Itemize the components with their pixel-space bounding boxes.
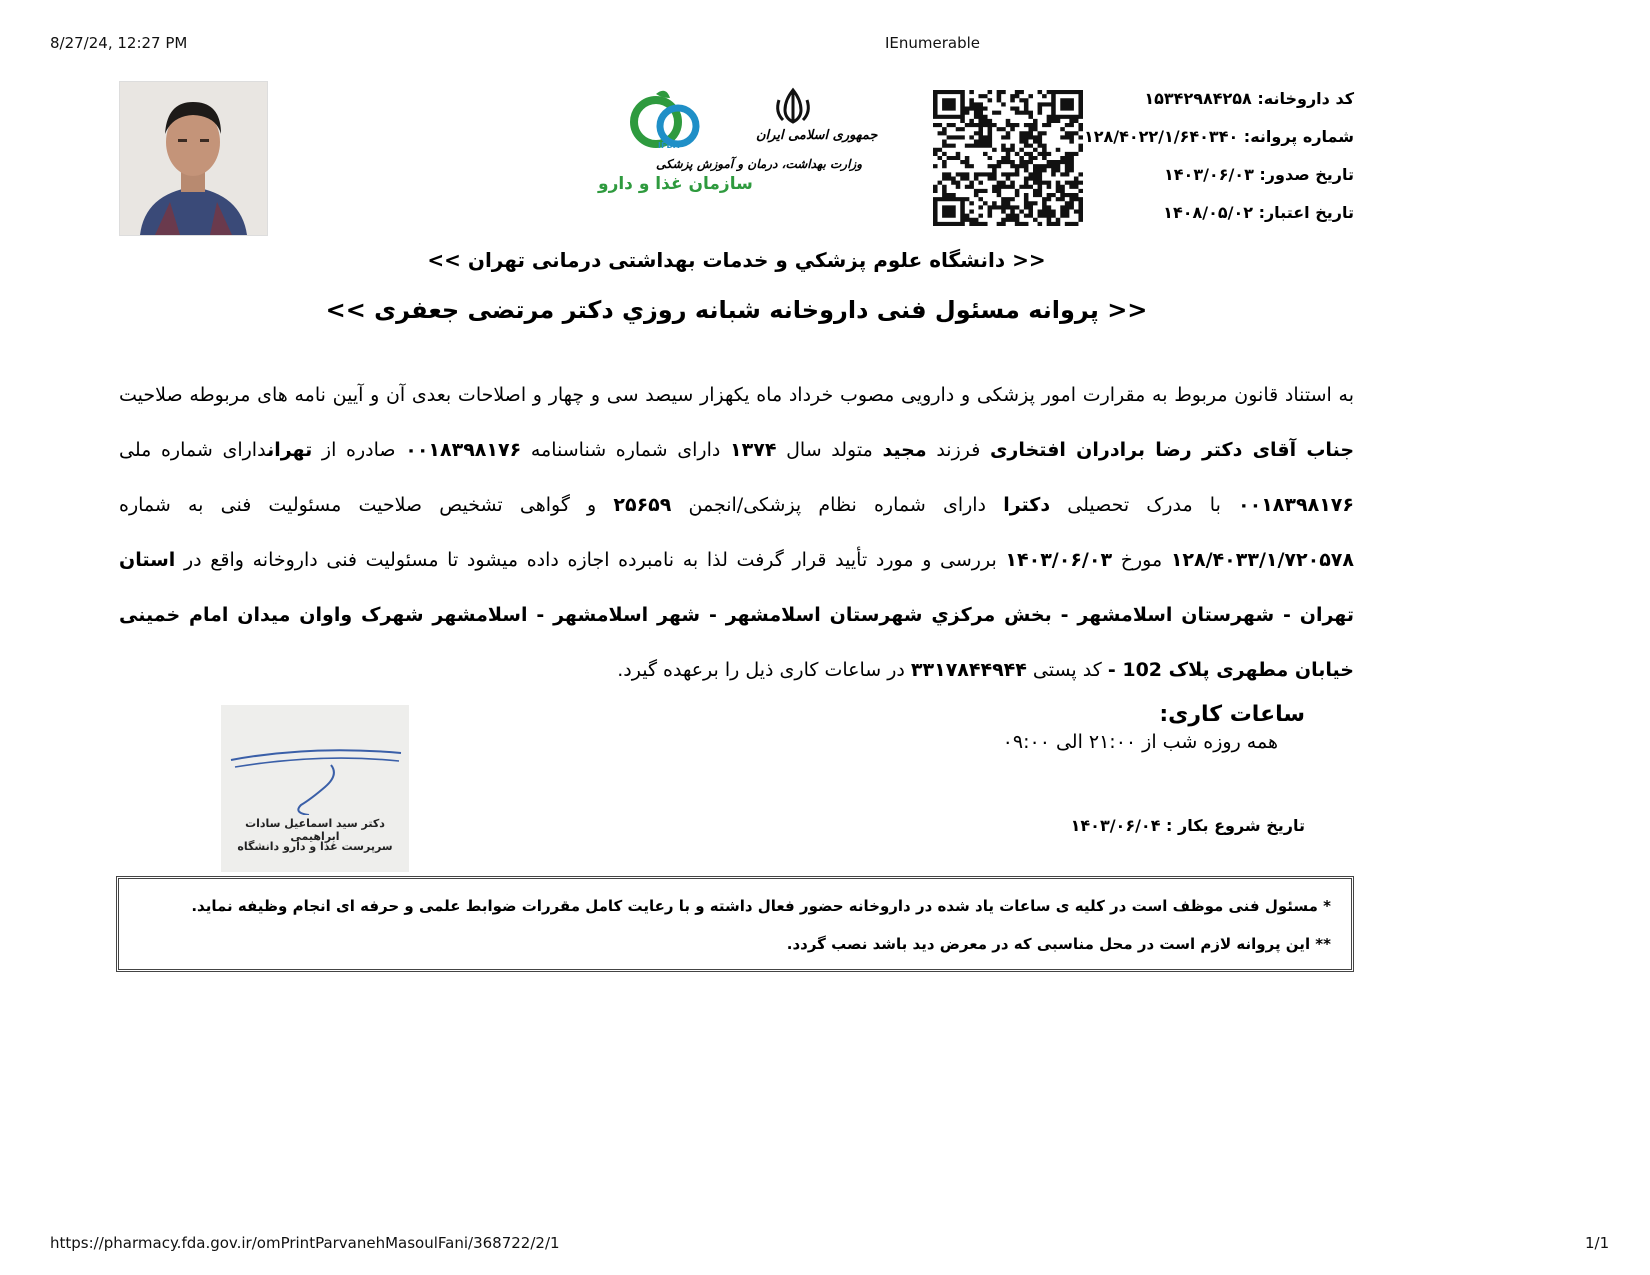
print-page-number: 1/1 <box>1585 1234 1610 1252</box>
note-1: * مسئول فنی موظف است در کلیه ی ساعات یاد شده در داروخانه حضور فعال داشته و با رعایت کامل مقررات ضوابط علمی و حرفه ای انجام وظیفه نماید. <box>191 897 1331 915</box>
body-text: صادره از <box>312 439 406 461</box>
body-text: در ساعات کاری ذیل را برعهده گیرد. <box>617 659 911 681</box>
note-2: ** این پروانه لازم است در محل مناسبی که در معرض دید باشد نصب گردد. <box>786 935 1331 953</box>
holder-name: جناب آقای دکتر رضا برادران افتخاری <box>990 439 1355 461</box>
holder-photo <box>119 81 268 236</box>
start-date-label: تاریخ شروع بکار : <box>1166 816 1305 835</box>
person-photo-icon <box>120 82 267 235</box>
father-name: مجید <box>882 439 927 461</box>
pharmacy-code-value: ۱۵۳۴۲۹۸۴۲۵۸ <box>1144 89 1252 108</box>
license-no-label: شماره پروانه: <box>1243 127 1354 146</box>
license-body <box>119 368 1354 698</box>
signer-title: سرپرست غذا و دارو دانشگاه <box>237 840 393 853</box>
pharmacy-code-row <box>1084 86 1354 124</box>
start-date <box>1071 816 1305 835</box>
pharmacy-code-label: کد داروخانه: <box>1257 89 1354 108</box>
valid-date-row <box>1084 200 1354 238</box>
issue-date-value: ۱۴۰۳/۰۶/۰۳ <box>1164 165 1254 184</box>
degree: دکترا <box>1003 494 1051 516</box>
fda-label: IFDA <box>658 141 680 150</box>
body-text: فرزند <box>926 439 991 461</box>
valid-date-label: تاریخ اعتبار: <box>1258 203 1354 222</box>
body-text: به استناد قانون مربوط به مقرارت امور پزشکی و دارویی مصوب خرداد ماه یکهزار سیصد سی و چهار و اصلاحات بعدی آن و آیین نامه های مربوطه صلاحیت <box>119 384 1354 406</box>
postal-code: ۳۳۱۷۸۴۴۹۴۴ <box>910 659 1027 681</box>
print-title: IEnumerable <box>885 34 981 52</box>
national-id: ۰۰۱۸۳۹۸۱۷۶ <box>1238 494 1354 516</box>
gov-text-2: وزارت بهداشت، درمان و آموزش پزشکی <box>656 157 862 171</box>
license-meta <box>1084 86 1354 238</box>
body-text: با مدرک تحصیلی <box>1050 494 1239 516</box>
logos <box>598 84 878 204</box>
pharmacy-address: استان تهران - شهرستان اسلامشهر - بخش مرکزي شهرستان اسلامشهر - شهر اسلامشهر - اسلامشهر شهرک واوان میدان امام خمینی خیابان مطهری پلاک 102 - <box>119 549 1354 681</box>
body-text: دارای شماره شناسنامه <box>521 439 731 461</box>
university-heading: << دانشگاه علوم پزشكي و خدمات بهداشتی درمانی تهران >> <box>427 248 1046 272</box>
id-number: ۰۰۱۸۳۹۸۱۷۶ <box>405 439 522 461</box>
iran-emblem-icon <box>773 86 813 126</box>
body-text: بررسی و مورد تأیید قرار گرفت لذا به نامبرده اجازه داده میشود تا مسئولیت فنی داروخانه واقع در <box>175 549 1006 571</box>
signature-block <box>221 705 409 872</box>
signer-name: دکتر سید اسماعیل سادات ابراهیمی <box>245 817 385 843</box>
certificate-number: ۱۲۸/۴۰۳۳/۱/۷۲۰۵۷۸ <box>1170 549 1354 571</box>
body-text: و گواهی تشخیص صلاحیت مسئولیت فنی به شماره <box>119 494 614 516</box>
print-url: https://pharmacy.fda.gov.ir/omPrintParvanehMasoulFani/368722/2/1 <box>50 1234 560 1252</box>
body-text: دارای شماره نظام پزشکی/انجمن <box>671 494 1004 516</box>
issue-date-label: تاریخ صدور: <box>1259 165 1354 184</box>
license-no-row <box>1084 124 1354 162</box>
body-text: مورخ <box>1112 549 1171 571</box>
license-title: << پروانه مسئول فنی داروخانه شبانه روزي دکتر مرتضی جعفری >> <box>325 296 1148 324</box>
working-hours-title: ساعات کاری: <box>1159 702 1305 727</box>
birth-year: ۱۳۷۴ <box>730 439 777 461</box>
license-no-value: ۱۲۸/۴۰۲۲/۱/۶۴۰۳۴۰ <box>1083 127 1239 146</box>
valid-date-value: ۱۴۰۸/۰۵/۰۲ <box>1163 203 1253 222</box>
print-datetime: 8/27/24, 12:27 PM <box>50 34 188 52</box>
issue-date-row <box>1084 162 1354 200</box>
qr-modules <box>933 90 1083 226</box>
body-text: دارای شماره ملی <box>119 439 268 461</box>
issued-from: تهران <box>267 439 313 461</box>
certificate-date: ۱۴۰۳/۰۶/۰۳ <box>1005 549 1113 571</box>
start-date-value: ۱۴۰۳/۰۶/۰۴ <box>1070 816 1161 835</box>
working-hours-text: همه روزه شب از ۲۱:۰۰ الی ۰۹:۰۰ <box>1002 731 1278 753</box>
body-text: کد پستی <box>1026 659 1108 681</box>
council-number: ۲۵۶۵۹ <box>613 494 672 516</box>
qr-code <box>933 90 1083 226</box>
notes-box <box>116 876 1354 972</box>
signature-scribble-icon <box>221 705 409 815</box>
gov-text-1: جمهوری اسلامی ایران <box>756 128 878 143</box>
body-text: متولد سال <box>776 439 883 461</box>
fda-org-name: سازمان غذا و دارو <box>598 174 753 194</box>
qr-code-icon <box>933 90 1083 226</box>
